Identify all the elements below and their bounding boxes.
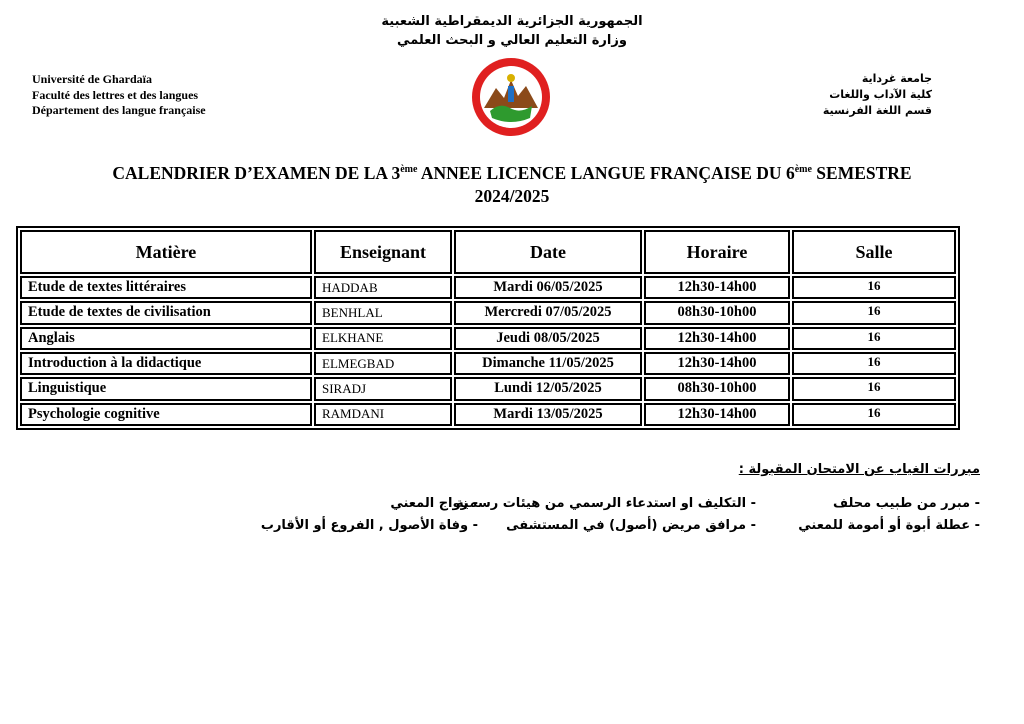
justification-item: - التكليف او استدعاء الرسمي من هيئات رسمية	[456, 496, 756, 511]
header-arabic	[0, 12, 1024, 50]
faculty-name-ar: كلية الآداب واللغات	[829, 88, 932, 101]
cell-salle: 16	[792, 352, 956, 375]
cell-enseignant: ELMEGBAD	[314, 352, 452, 375]
cell-horaire: 12h30-14h00	[644, 403, 790, 426]
justification-item: - مبرر من طبيب محلف	[833, 496, 980, 511]
cell-matiere: Etude de textes de civilisation	[20, 301, 312, 324]
cell-enseignant: BENHLAL	[314, 301, 452, 324]
cell-salle: 16	[792, 377, 956, 400]
table-header-row	[20, 230, 956, 274]
cell-date: Mercredi 07/05/2025	[454, 301, 642, 324]
table-row	[20, 352, 956, 375]
cell-salle: 16	[792, 276, 956, 299]
republic-name: الجمهورية الجزائرية الديمقراطية الشعبية	[381, 14, 643, 29]
ministry-name: وزارة التعليم العالي و البحث العلمي	[397, 33, 627, 48]
justification-item: - مرافق مريض (أصول) في المستشفى	[506, 518, 756, 533]
department-name-ar: قسم اللغة الفرنسية	[822, 104, 932, 117]
header-date: Date	[454, 230, 642, 274]
header-french	[32, 72, 206, 119]
cell-salle: 16	[792, 403, 956, 426]
academic-year: 2024/2025	[474, 185, 550, 206]
cell-matiere: Linguistique	[20, 377, 312, 400]
header-horaire: Horaire	[644, 230, 790, 274]
header-salle: Salle	[792, 230, 956, 274]
table-row	[20, 327, 956, 350]
university-name-fr: Université de Ghardaïa	[32, 72, 152, 86]
cell-enseignant: RAMDANI	[314, 403, 452, 426]
cell-date: Mardi 06/05/2025	[454, 276, 642, 299]
justification-item: - زواج المعني	[390, 496, 478, 511]
cell-horaire: 08h30-10h00	[644, 377, 790, 400]
table-row	[20, 276, 956, 299]
cell-enseignant: SIRADJ	[314, 377, 452, 400]
page-title: CALENDRIER D’EXAMEN DE LA 3ème ANNEE LICENCE LANGUE FRANÇAISE DU 6ème SEMESTRE 2024/2025	[0, 158, 1024, 208]
cell-salle: 16	[792, 327, 956, 350]
cell-horaire: 12h30-14h00	[644, 276, 790, 299]
header-arabic-institution	[823, 71, 932, 119]
cell-date: Lundi 12/05/2025	[454, 377, 642, 400]
faculty-name-fr: Faculté des lettres et des langues	[32, 87, 199, 102]
cell-date: Dimanche 11/05/2025	[454, 352, 642, 375]
department-name-fr: Département des langue française	[32, 103, 206, 117]
justification-item: - وفاة الأصول , الفروع أو الأقارب	[260, 518, 478, 533]
cell-date: Jeudi 08/05/2025	[454, 327, 642, 350]
absence-justifications-title: مبررات الغياب عن الامتحان المقبولة :	[738, 462, 980, 477]
university-name-ar: جامعة غرداية	[861, 72, 932, 85]
university-seal-icon	[470, 56, 552, 138]
table-row	[20, 403, 956, 426]
cell-horaire: 08h30-10h00	[644, 301, 790, 324]
cell-enseignant: ELKHANE	[314, 327, 452, 350]
cell-horaire: 12h30-14h00	[644, 352, 790, 375]
cell-horaire: 12h30-14h00	[644, 327, 790, 350]
cell-salle: 16	[792, 301, 956, 324]
exam-schedule-table	[16, 226, 960, 430]
header-enseignant: Enseignant	[314, 230, 452, 274]
table-row	[20, 301, 956, 324]
cell-matiere: Psychologie cognitive	[20, 403, 312, 426]
cell-matiere: Introduction à la didactique	[20, 352, 312, 375]
cell-matiere: Anglais	[20, 327, 312, 350]
cell-enseignant: HADDAB	[314, 276, 452, 299]
cell-date: Mardi 13/05/2025	[454, 403, 642, 426]
table-row	[20, 377, 956, 400]
cell-matiere: Etude de textes littéraires	[20, 276, 312, 299]
header-matiere: Matière	[20, 230, 312, 274]
justification-item: - عطلة أبوة أو أمومة للمعني	[798, 518, 980, 533]
